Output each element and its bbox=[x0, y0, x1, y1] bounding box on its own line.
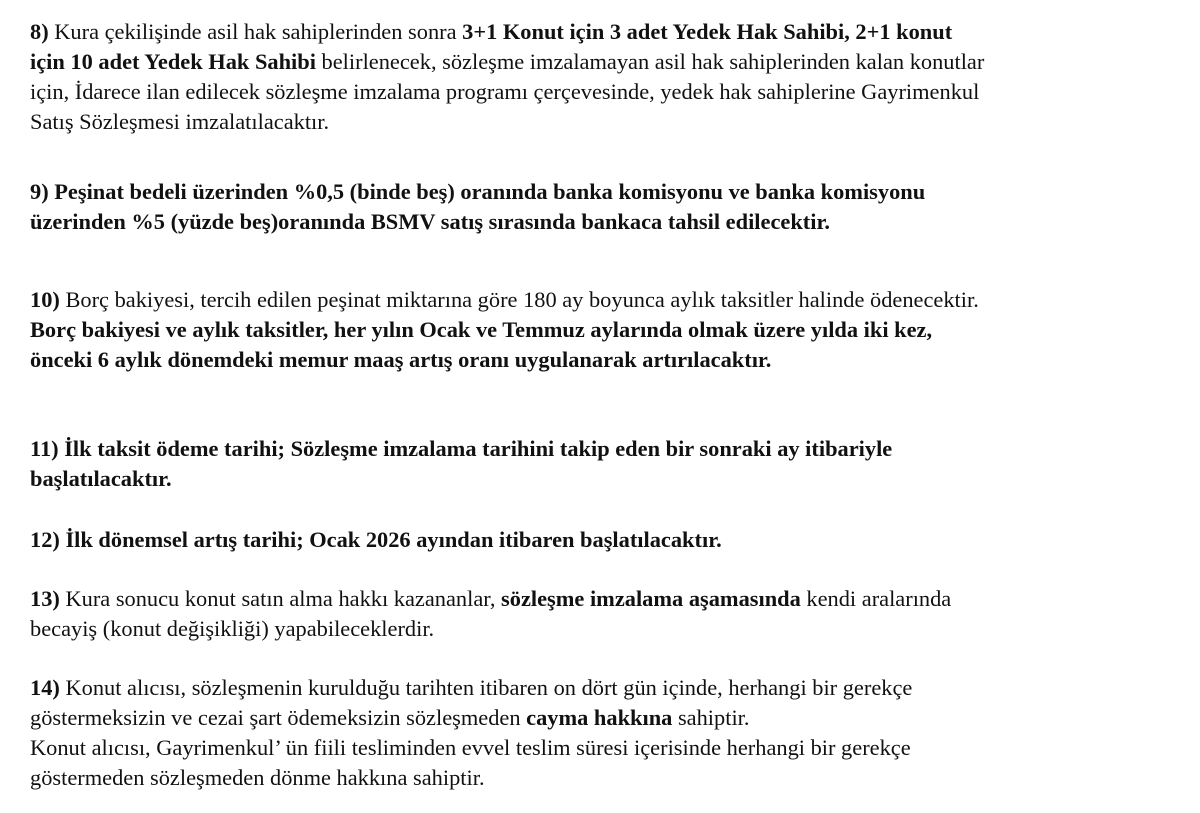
text-run: Borç bakiyesi, tercih edilen peşinat miktarına göre 180 ay boyunca aylık taksitler halinde ödenecektir. bbox=[59, 287, 979, 312]
clause-line bbox=[30, 177, 925, 207]
clause-9 bbox=[30, 177, 925, 237]
bold-text-run: üzerinden %5 (yüzde beş)oranında BSMV satış sırasında bankaca tahsil edilecektir. bbox=[30, 209, 830, 234]
text-run: sahiptir. bbox=[672, 705, 750, 730]
clause-8 bbox=[30, 17, 984, 137]
clause-line bbox=[30, 614, 951, 644]
clause-line bbox=[30, 584, 951, 614]
clause-line bbox=[30, 77, 984, 107]
clause-line bbox=[30, 345, 979, 375]
bold-text-run: 10) bbox=[30, 287, 60, 312]
clause-line bbox=[30, 703, 912, 733]
clause-13 bbox=[30, 584, 951, 644]
text-run: Kura sonucu konut satın alma hakkı kazananlar, bbox=[59, 586, 502, 611]
clause-line bbox=[30, 525, 722, 555]
bold-text-run: Borç bakiyesi ve aylık taksitler, her yılın Ocak ve Temmuz aylarında olmak üzere yılda iki kez, bbox=[30, 317, 933, 342]
clause-11 bbox=[30, 434, 892, 494]
clause-line bbox=[30, 763, 912, 793]
text-run: Kura çekilişinde asil hak sahiplerinden sonra bbox=[48, 19, 463, 44]
bold-text-run: 3+1 Konut için 3 adet Yedek Hak Sahibi, 2+1 konut bbox=[462, 19, 953, 44]
text-run: Konut alıcısı, sözleşmenin kurulduğu tarihten itibaren on dört gün içinde, herhangi bir gerekçe bbox=[59, 675, 913, 700]
text-run: göstermeden sözleşmeden dönme hakkına sahiptir. bbox=[30, 765, 485, 790]
clause-line bbox=[30, 733, 912, 763]
bold-text-run: 14) bbox=[30, 675, 60, 700]
bold-text-run: 8) bbox=[30, 19, 49, 44]
bold-text-run: sözleşme imzalama aşamasında bbox=[501, 586, 801, 611]
clause-line bbox=[30, 107, 984, 137]
clause-line bbox=[30, 17, 984, 47]
text-run: göstermeksizin ve cezai şart ödemeksizin sözleşmeden bbox=[30, 705, 527, 730]
clause-line bbox=[30, 673, 912, 703]
bold-text-run: 12) İlk dönemsel artış tarihi; Ocak 2026 ayından itibaren başlatılacaktır. bbox=[30, 527, 722, 552]
bold-text-run: önceki 6 aylık dönemdeki memur maaş artış oranı uygulanarak artırılacaktır. bbox=[30, 347, 772, 372]
text-run: becayiş (konut değişikliği) yapabileceklerdir. bbox=[30, 616, 435, 641]
bold-text-run: için 10 adet Yedek Hak Sahibi bbox=[30, 49, 316, 74]
clause-line bbox=[30, 315, 979, 345]
clause-line bbox=[30, 207, 925, 237]
text-run: belirlenecek, sözleşme imzalamayan asil hak sahiplerinden kalan konutlar bbox=[315, 49, 985, 74]
text-run: Konut alıcısı, Gayrimenkul’ ün fiili tesliminden evvel teslim süresi içerisinde herhangi bir gerekçe bbox=[30, 735, 911, 760]
bold-text-run: 13) bbox=[30, 586, 60, 611]
clause-14 bbox=[30, 673, 912, 793]
text-run: için, İdarece ilan edilecek sözleşme imzalama programı çerçevesinde, yedek hak sahiplerine Gayrimenkul bbox=[30, 79, 980, 104]
bold-text-run: başlatılacaktır. bbox=[30, 466, 172, 491]
clause-line bbox=[30, 434, 892, 464]
bold-text-run: cayma hakkına bbox=[526, 705, 673, 730]
bold-text-run: 9) Peşinat bedeli üzerinden %0,5 (binde beş) oranında banka komisyonu ve banka komisyonu bbox=[30, 179, 926, 204]
clause-line bbox=[30, 464, 892, 494]
text-run: Satış Sözleşmesi imzalatılacaktır. bbox=[30, 109, 330, 134]
clause-12 bbox=[30, 525, 722, 555]
clause-10 bbox=[30, 285, 979, 375]
clause-line bbox=[30, 47, 984, 77]
bold-text-run: 11) İlk taksit ödeme tarihi; Sözleşme imzalama tarihini takip eden bir sonraki ay itibariyle bbox=[30, 436, 893, 461]
clause-line bbox=[30, 285, 979, 315]
text-run: kendi aralarında bbox=[800, 586, 952, 611]
